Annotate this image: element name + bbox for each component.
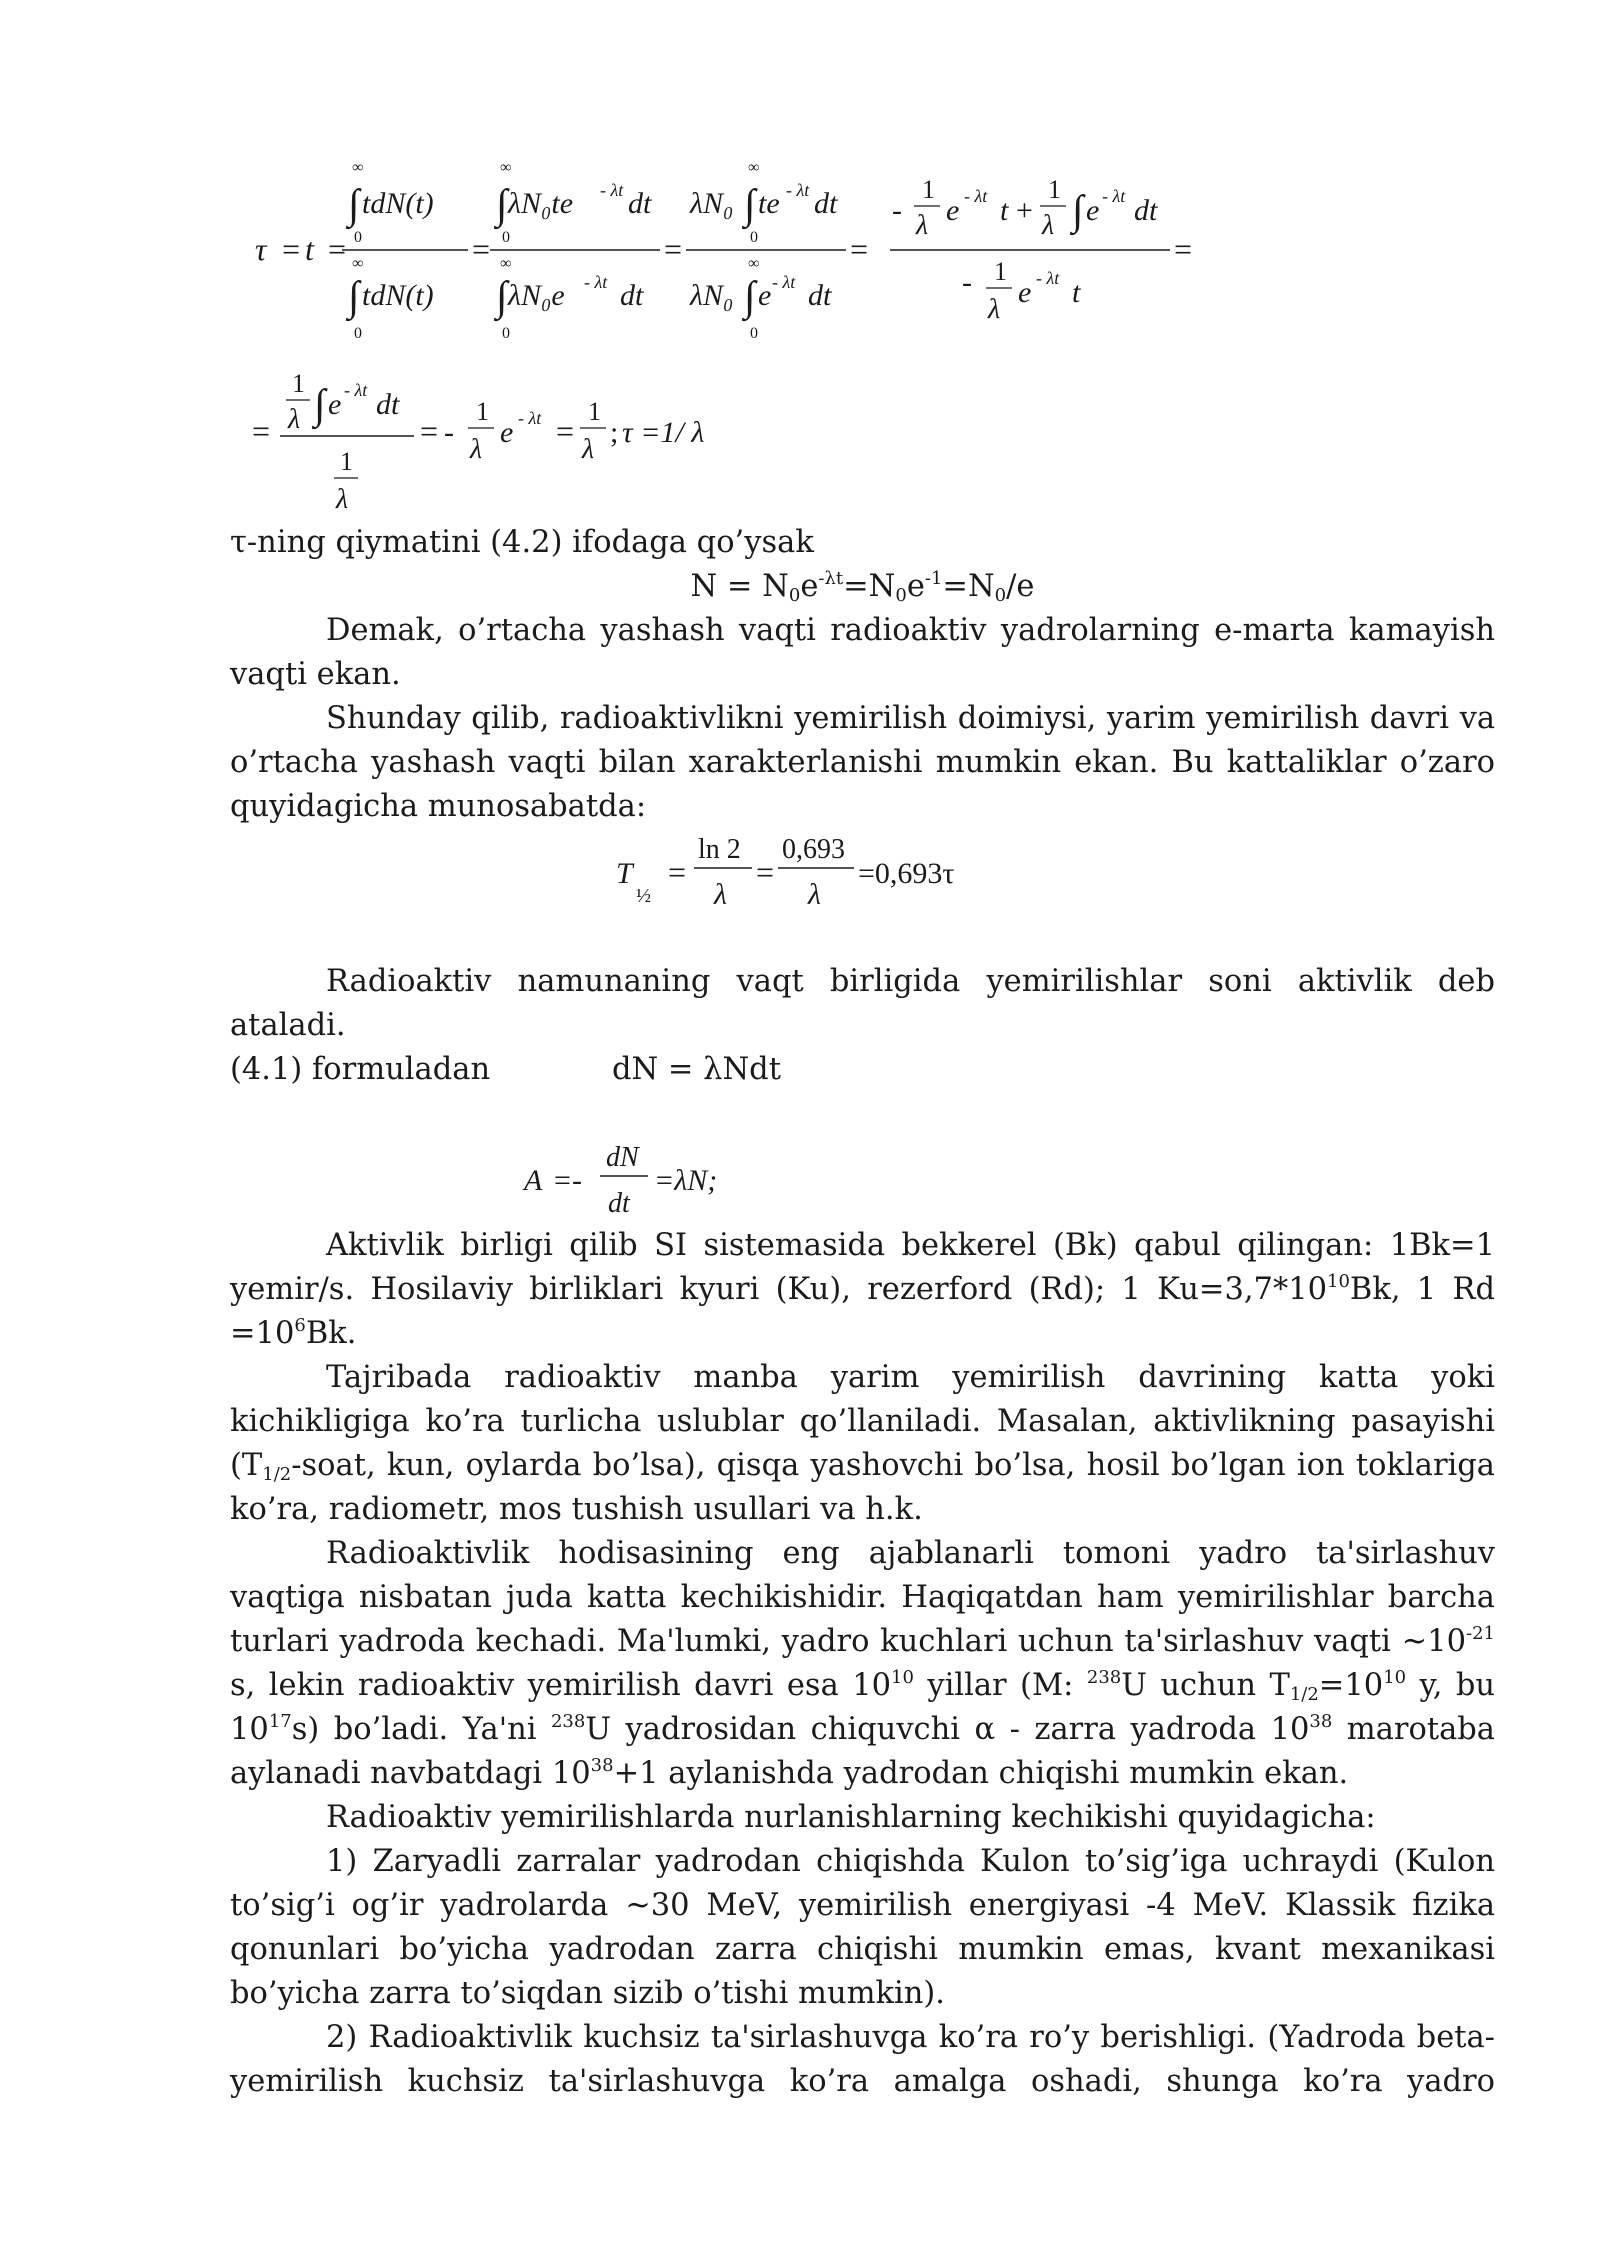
paragraph-5-line-2: kichikligiga ko’ra turlicha uslublar qo’llaniladi. Masalan, aktivlikning pasayishi	[230, 1404, 1495, 1439]
eq-exponent: - λt	[518, 408, 542, 428]
equation-half-life	[612, 826, 1012, 926]
text-superscript: 10	[891, 1667, 914, 1688]
text-span: (T	[230, 1448, 263, 1483]
eq-upper-limit: ∞	[500, 255, 512, 272]
eq-superscript: -λt	[818, 568, 844, 589]
paragraph-6-line-1: Radioaktivlik hodisasining eng ajablanarli tomoni yadro ta'sirlashuv	[326, 1536, 1495, 1571]
eq-den: λ	[714, 878, 727, 911]
eq-integral: ∫	[496, 182, 508, 228]
eq-t: t	[1072, 276, 1081, 309]
equation-mean-lifetime-svg	[250, 160, 1210, 360]
paragraph-5-line-4: ko’ra, radiometr, mos tushish usullari va h.k.	[230, 1492, 923, 1527]
eq-tau-result: τ =1/ λ	[622, 416, 705, 449]
eq-exponent: - λt	[584, 272, 608, 292]
eq-num: ln 2	[698, 834, 741, 865]
text-span: yillar (M:	[913, 1668, 1087, 1703]
equation-N-decay	[230, 565, 1495, 609]
eq-dt: dt	[808, 279, 832, 312]
eq-part: =N	[942, 569, 995, 604]
equation-activity-svg	[520, 1134, 780, 1234]
eq-eq: =	[252, 413, 271, 449]
eq-upper-limit: ∞	[500, 159, 512, 176]
eq-eq: =	[556, 413, 575, 449]
paragraph-2: Shunday qilib, radioaktivlikni yemirilish doimiysi, yarim yemirilish davri va o’rtacha yashash vaqti bilan xarakterlanishi mumkin ekan. Bu kattaliklar o’zaro quyidagicha munosabatda:	[230, 701, 1495, 824]
eq-part: N = N	[690, 569, 789, 604]
eq-lower-limit: 0	[750, 325, 758, 342]
text-span: aylanadi navbatdagi 10	[230, 1756, 591, 1791]
eq-exponent: - λt	[964, 186, 988, 206]
eq-small-den: λ	[470, 434, 483, 465]
text-subscript: 1/2	[262, 1464, 292, 1485]
text-span: -soat, kun, oylarda bo’lsa), qisqa yashovchi bo’lsa, hosil bo’lgan ion toklariga	[291, 1448, 1495, 1483]
equation-mean-lifetime-continued	[250, 360, 770, 520]
paragraph-8: 1) Zaryadli zarralar yadrodan chiqishda Kulon to’sig’iga uchraydi (Kulon to’sig’i og’ir yadrolarda ~30 MeV, yemirilish energiyasi -4 MeV. Klassik fizika qonunlari bo’yicha yadrodan zarra chiqishi mumkin emas, kvant mexanikasi bo’yicha zarra to’siqdan sizib o’tishi mumkin).	[230, 1844, 1495, 2011]
paragraph-5-line-1: Tajribada radioaktiv manba yarim yemirilish davrining katta yoki	[326, 1360, 1495, 1395]
eq-part: e	[800, 569, 819, 604]
eq-exponent: - λt	[772, 272, 796, 292]
paragraph-7: Radioaktiv yemirilishlarda nurlanishlarning kechikishi quyidagicha:	[326, 1800, 1376, 1835]
eq-lower-limit: 0	[502, 229, 510, 246]
eq-dt: dt	[814, 187, 838, 220]
text-span: U uchun T	[1121, 1668, 1290, 1703]
eq-upper-limit: ∞	[748, 159, 760, 176]
eq-integrand: tdN(t)	[362, 279, 434, 312]
eq-eq: =	[668, 854, 687, 890]
eq-dt: dt	[628, 187, 652, 220]
eq-e: e	[328, 388, 342, 421]
eq-e: e	[946, 194, 960, 227]
eq-num: 0,693	[782, 834, 845, 865]
eq-coefficient: λN₀	[690, 187, 734, 220]
text-span: s, lekin radioaktiv yemirilish davri esa 10	[230, 1668, 892, 1703]
eq-integral: ∫	[496, 274, 508, 320]
eq-integral: ∫	[348, 274, 360, 320]
eq-eq: =	[472, 231, 491, 267]
eq-A: A	[524, 1164, 543, 1197]
eq-integrand: tdN(t)	[362, 187, 434, 220]
text-span: yemir/s. Hosilaviy birliklari kyuri (Ku), rezerford (Rd); 1 Ku=3,7*10	[230, 1272, 1328, 1307]
eq-minus: -	[892, 194, 902, 227]
text-superscript: 10	[1327, 1271, 1350, 1292]
eq-integral: ∫	[744, 274, 756, 320]
eq-lower-limit: 0	[502, 325, 510, 342]
eq-eq: =	[664, 231, 683, 267]
paragraph-3: Radioaktiv namunaning vaqt birligida yemirilishlar soni aktivlik deb ataladi.	[230, 964, 1495, 1043]
eq-minus: -	[962, 266, 972, 299]
text-span: Bk, 1 Rd	[1349, 1272, 1495, 1307]
equation-half-life-svg	[612, 826, 1012, 926]
eq-dt: dt	[1134, 194, 1158, 227]
equation-mean-lifetime	[250, 160, 1210, 360]
text-superscript: 38	[1309, 1711, 1333, 1732]
eq-upper-limit: ∞	[748, 255, 760, 272]
eq-integrand: te	[758, 187, 780, 220]
equation-activity	[520, 1134, 780, 1234]
paragraph-1: Demak, o’rtacha yashash vaqti radioaktiv yadrolarning e-marta kamayish vaqti ekan.	[230, 613, 1495, 692]
eq-eq: =	[554, 1164, 571, 1197]
text-span: s) bo’ladi. Ya'ni	[291, 1712, 551, 1747]
text-span: +1 aylanishda yadrodan chiqishi mumkin ekan.	[613, 1756, 1349, 1791]
eq-exponent: - λt	[1102, 186, 1126, 206]
text-superscript: 6	[294, 1315, 306, 1336]
eq-part: /e	[1006, 569, 1035, 604]
eq-lower-limit: 0	[354, 229, 362, 246]
eq-exponent: - λt	[600, 180, 624, 200]
text-line-formula	[230, 1048, 1495, 1092]
eq-integral: ∫	[348, 182, 360, 228]
text-superscript: 238	[1086, 1667, 1122, 1688]
eq-subscript: 0	[994, 585, 1007, 606]
eq-plus: +	[1016, 194, 1033, 227]
eq-dt: dt	[376, 388, 400, 421]
eq-den: λ	[808, 878, 821, 911]
eq-part: =N	[843, 569, 896, 604]
eq-eq: =	[282, 231, 301, 267]
eq-small-num: 1	[1048, 175, 1061, 204]
text-superscript: -21	[1466, 1623, 1495, 1644]
text-superscript: 17	[268, 1711, 292, 1732]
eq-num: dN	[606, 1142, 639, 1173]
eq-integrand: e	[758, 279, 772, 312]
text-span: 10	[230, 1712, 269, 1747]
eq-e: e	[500, 416, 514, 449]
text-span: y, bu	[1406, 1668, 1495, 1703]
eq-superscript: -1	[924, 568, 943, 589]
eq-small-num: 1	[292, 369, 305, 398]
eq-small-den: λ	[988, 294, 1001, 325]
text-superscript: 38	[590, 1755, 614, 1776]
paragraph-6-line-4	[230, 1664, 1495, 1708]
eq-eq: =	[756, 854, 775, 890]
eq-tau: τ	[255, 231, 267, 267]
text-span: =10	[230, 1316, 295, 1351]
text-span: turlari yadroda kechadi. Ma'lumki, yadro kuchlari uchun ta'sirlashuv vaqti ~10	[230, 1624, 1466, 1659]
text-span: =10	[1318, 1668, 1384, 1703]
text-subscript: 1/2	[1289, 1684, 1319, 1705]
eq-small-num: 1	[340, 447, 353, 476]
paragraph-6-line-5	[230, 1708, 1495, 1752]
eq-small-den: λ	[916, 210, 929, 241]
eq-integrand: λN₀te	[508, 187, 574, 220]
eq-eq: =	[420, 413, 439, 449]
eq-t: t	[1000, 194, 1009, 227]
paragraph-4-line-2	[230, 1268, 1495, 1312]
eq-result: =λN;	[654, 1164, 718, 1197]
text-formula-eq: dN = λNdt	[612, 1052, 781, 1087]
paragraph-4-line-3	[230, 1312, 1495, 1356]
eq-small-den: λ	[288, 404, 301, 435]
eq-exponent: - λt	[786, 180, 810, 200]
eq-small-num: 1	[994, 257, 1007, 286]
eq-exponent: - λt	[344, 380, 368, 400]
eq-semicolon: ;	[610, 416, 619, 449]
eq-e: e	[1086, 194, 1100, 227]
eq-lower-limit: 0	[750, 229, 758, 246]
eq-small-num: 1	[588, 397, 601, 426]
eq-subscript: 0	[895, 585, 907, 606]
eq-integral: ∫	[1072, 188, 1084, 234]
eq-coefficient: λN₀	[690, 279, 734, 312]
eq-small-den: λ	[336, 484, 349, 515]
eq-lower-limit: 0	[354, 325, 362, 342]
text-superscript: 238	[550, 1711, 586, 1732]
eq-minus: -	[572, 1164, 582, 1197]
text-span: marotaba	[1332, 1712, 1495, 1747]
eq-e: e	[1018, 276, 1032, 309]
eq-eq: =	[850, 231, 869, 267]
paragraph-9: 2) Radioaktivlik kuchsiz ta'sirlashuvga ko’ra ro’y berishligi. (Yadroda beta-yemirilish kuchsiz ta'sirlashuvga ko’ra amalga oshadi, shunga ko’ra yadro	[230, 2020, 1495, 2099]
paragraph-4-line-1: Aktivlik birligi qilib SI sistemasida bekkerel (Bk) qabul qilingan: 1Bk=1	[326, 1228, 1495, 1263]
eq-dt: dt	[620, 279, 644, 312]
eq-subscript: 0	[788, 585, 801, 606]
eq-small-den: λ	[582, 434, 595, 465]
paragraph-6-line-3	[230, 1620, 1495, 1664]
eq-eq: =	[328, 231, 347, 267]
paragraph-6-line-6	[230, 1752, 1495, 1796]
eq-result: =0,693τ	[858, 857, 955, 890]
text-formula-label: (4.1) formuladan	[230, 1052, 491, 1087]
eq-t: t	[305, 231, 314, 267]
eq-part: e	[906, 569, 925, 604]
text-superscript: 10	[1383, 1667, 1407, 1688]
eq-eq: =	[1174, 231, 1193, 267]
eq-half: ½	[636, 885, 651, 907]
text-line-content: τ-ning qiymatini (4.2) ifodaga qo’ysak	[230, 525, 814, 560]
eq-small-num: 1	[476, 397, 489, 426]
text-span: U yadrosidan chiquvchi α - zarra yadroda 10	[585, 1712, 1310, 1747]
text-line	[230, 521, 1495, 565]
equation-continued-svg	[250, 360, 770, 520]
eq-den: dt	[608, 1188, 630, 1219]
eq-integrand: λN₀e	[508, 279, 565, 312]
eq-upper-limit: ∞	[352, 255, 364, 272]
eq-small-num: 1	[922, 175, 935, 204]
eq-exponent: - λt	[1036, 268, 1060, 288]
text-span: Bk.	[305, 1316, 357, 1351]
eq-minus: -	[444, 416, 454, 449]
eq-integral: ∫	[314, 382, 326, 428]
eq-integral: ∫	[744, 182, 756, 228]
paragraph-6-line-2: vaqtiga nisbatan juda katta kechikishidir. Haqiqatdan ham yemirilishlar barcha	[230, 1580, 1495, 1615]
eq-upper-limit: ∞	[352, 159, 364, 176]
eq-small-den: λ	[1042, 210, 1055, 241]
eq-T: T	[616, 857, 633, 890]
paragraph-5-line-3	[230, 1444, 1495, 1488]
